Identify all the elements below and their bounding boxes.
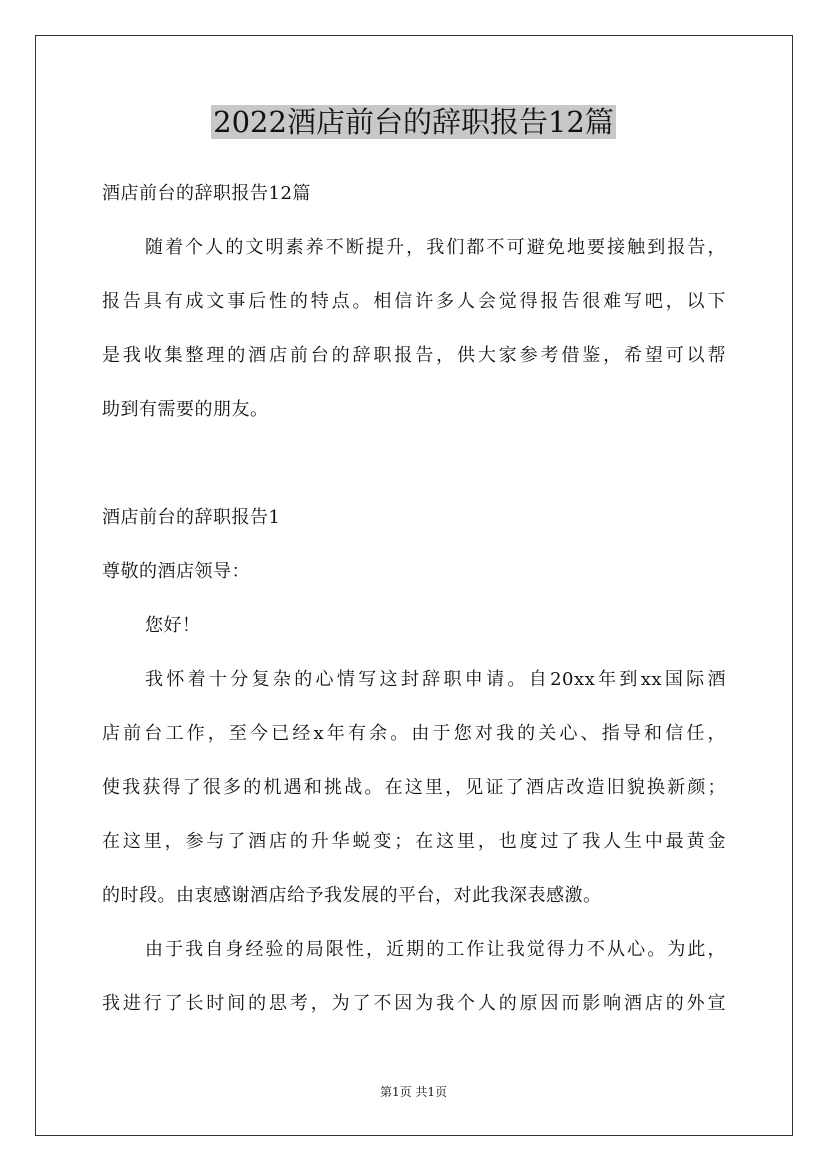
paragraph-line: 使我获得了很多的机遇和挑战。在这里，见证了酒店改造旧貌换新颜； (102, 777, 726, 798)
salutation: 尊敬的酒店领导： (102, 561, 250, 582)
paragraph-line: 在这里，参与了酒店的升华蜕变；在这里，也度过了我人生中最黄金 (102, 831, 726, 852)
paragraph-line: 的时段。由衷感谢酒店给予我发展的平台，对此我深表感激。 (102, 885, 602, 906)
document-subtitle: 酒店前台的辞职报告12篇 (102, 183, 311, 204)
greeting: 您好！ (145, 615, 201, 636)
intro-line: 随着个人的文明素养不断提升，我们都不可避免地要接触到报告， (145, 237, 726, 258)
intro-line: 助到有需要的朋友。 (102, 399, 269, 420)
document-title-text: 2022酒店前台的辞职报告12篇 (213, 105, 614, 139)
paragraph-line: 店前台工作，至今已经x年有余。由于您对我的关心、指导和信任， (102, 723, 726, 744)
paragraph-line: 由于我自身经验的局限性，近期的工作让我觉得力不从心。为此， (145, 939, 726, 960)
paragraph-line: 我进行了长时间的思考，为了不因为我个人的原因而影响酒店的外宣 (102, 993, 726, 1014)
paragraph-line: 我怀着十分复杂的心情写这封辞职申请。自20xx年到xx国际酒 (145, 669, 726, 690)
document-title (0, 102, 827, 142)
intro-line: 报告具有成文事后性的特点。相信许多人会觉得报告很难写吧，以下 (102, 291, 726, 312)
section-heading: 酒店前台的辞职报告1 (102, 507, 281, 528)
intro-line: 是我收集整理的酒店前台的辞职报告，供大家参考借鉴，希望可以帮 (102, 345, 726, 366)
page-footer: 第1页 共1页 (379, 1085, 448, 1099)
